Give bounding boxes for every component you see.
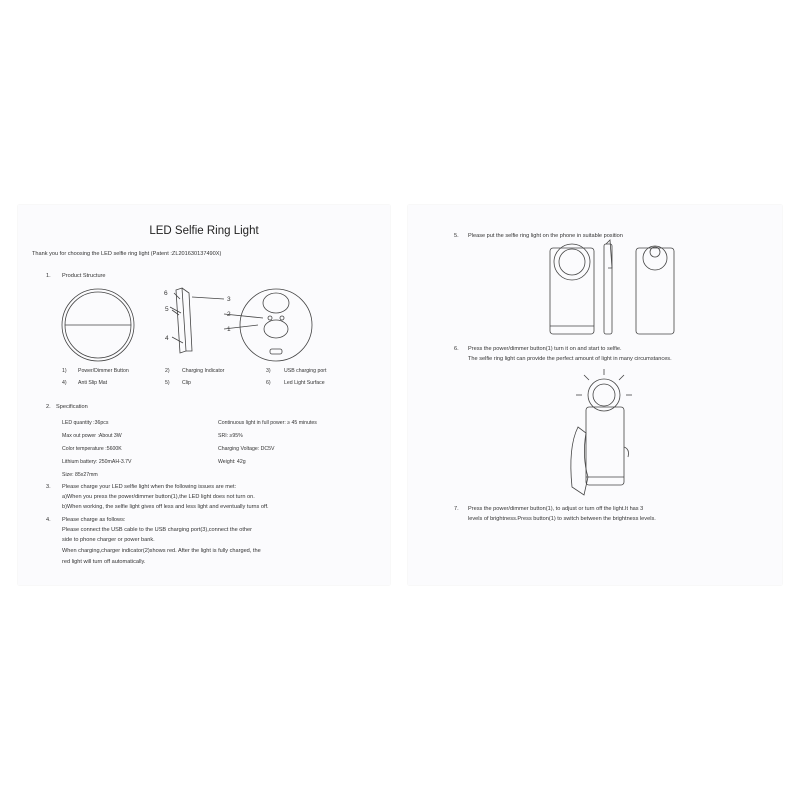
hand-phone-diagram <box>558 367 648 497</box>
section-7-line: levels of brightness.Press button(1) to switch between the brightness levels. <box>468 516 656 522</box>
leader-5 <box>172 310 179 315</box>
section-6-number: 6. <box>454 346 459 352</box>
spec-item: SRI: ≥95% <box>218 433 243 439</box>
section-1-heading: Product Structure <box>62 273 106 279</box>
callout-6: 6 <box>164 290 168 297</box>
phone-front-outline <box>550 248 594 334</box>
section-2-heading: Specification <box>56 404 88 410</box>
spec-item: Color temperature :5600K <box>62 446 122 452</box>
section-4-line: side to phone charger or power bank. <box>62 537 155 543</box>
ring-back-clip-detail <box>650 247 660 257</box>
manual-title: LED Selfie Ring Light <box>149 225 259 237</box>
intro-text: Thank you for choosing the LED selfie ring light (Patent :ZL201630137490X) <box>32 251 222 257</box>
ring-back-pad <box>264 320 288 338</box>
part-number: 3) <box>266 368 271 374</box>
ring-side-clip <box>182 288 192 351</box>
callout-1: 1 <box>227 326 231 333</box>
lit-ring-inner <box>593 384 615 406</box>
ring-back-outline <box>240 289 312 361</box>
section-5-number: 5. <box>454 233 459 239</box>
part-label: Charging Indicator <box>182 368 225 374</box>
light-ray <box>619 375 624 380</box>
callout-2: 2 <box>227 311 231 318</box>
section-3-line: a)When you press the power/dimmer button(1),the LED light does not turn on. <box>62 494 255 500</box>
section-4-line: red light will turn off automatically. <box>62 559 146 565</box>
part-number: 2) <box>165 368 170 374</box>
part-label: Led Light Surface <box>284 380 325 386</box>
section-3-line: Please charge your LED selfie light when the following issues are met: <box>62 484 237 490</box>
spec-item: Lithium battery: 250mAH-3.7V <box>62 459 132 465</box>
spec-item: Charging Voltage: DC5V <box>218 446 275 452</box>
part-number: 5) <box>165 380 170 386</box>
section-4-line: Please charge as follows: <box>62 517 126 523</box>
charging-indicator-dot <box>268 316 272 320</box>
callout-3: 3 <box>227 296 231 303</box>
phone-back-outline <box>636 248 674 334</box>
finger-outline <box>624 447 629 457</box>
light-ray <box>584 375 589 380</box>
ring-on-phone-inner <box>559 249 585 275</box>
section-3-line: b)When working, the selfie light gives off less and less light and eventually turns off. <box>62 504 269 510</box>
spec-item: Weight: 42g <box>218 459 246 465</box>
part-label: Power/Dimmer Button <box>78 368 129 374</box>
section-7-line: Press the power/dimmer button(1), to adjust or turn off the light.It has 3 <box>468 506 644 512</box>
part-label: Anti Slip Mat <box>78 380 108 386</box>
callout-5: 5 <box>165 306 169 313</box>
leader-3 <box>192 297 224 299</box>
ring-side-body <box>176 288 186 353</box>
leader-6 <box>174 293 180 299</box>
ring-back-clip <box>263 293 289 313</box>
section-4-number: 4. <box>46 517 51 523</box>
leader-4 <box>172 337 183 343</box>
section-6-line: Press the power/dimmer button(1) turn it on and start to selfie. <box>468 346 622 352</box>
section-4-line: When charging,charger indicator(2)shows red. After the light is fully charged, the <box>62 548 261 554</box>
callout-4: 4 <box>165 335 169 342</box>
power-button-dot <box>280 316 284 320</box>
section-2-number: 2. <box>46 404 51 410</box>
part-number: 6) <box>266 380 271 386</box>
manual-page-left <box>18 205 390 585</box>
section-4-line: Please connect the USB cable to the USB charging port(3),connect the other <box>62 527 252 533</box>
part-number: 1) <box>62 368 67 374</box>
phone-mount-diagram <box>548 238 678 338</box>
spec-item: Max out power :About 3W <box>62 433 122 439</box>
section-5-text: Please put the selfie ring light on the phone in suitable position <box>468 233 623 239</box>
product-structure-diagram <box>58 285 328 365</box>
hand-outline <box>571 427 588 495</box>
spec-item: LED quantity :36pcs <box>62 420 109 426</box>
section-3-number: 3. <box>46 484 51 490</box>
phone-side-outline <box>604 244 612 334</box>
held-phone-outline <box>586 407 624 485</box>
spec-item: Size: 85x27mm <box>62 472 98 478</box>
part-label: USB charging port <box>284 368 327 374</box>
usb-port <box>270 349 282 354</box>
section-7-number: 7. <box>454 506 459 512</box>
spec-item: Continuous light in full power: ≥ 45 minutes <box>218 420 317 426</box>
section-1-number: 1. <box>46 273 51 279</box>
section-6-line: The selfie ring light can provide the perfect amount of light in many circumstances. <box>468 356 672 362</box>
part-number: 4) <box>62 380 67 386</box>
ring-back-on-phone <box>643 246 667 270</box>
part-label: Clip <box>182 380 191 386</box>
manual-page-right <box>408 205 782 585</box>
